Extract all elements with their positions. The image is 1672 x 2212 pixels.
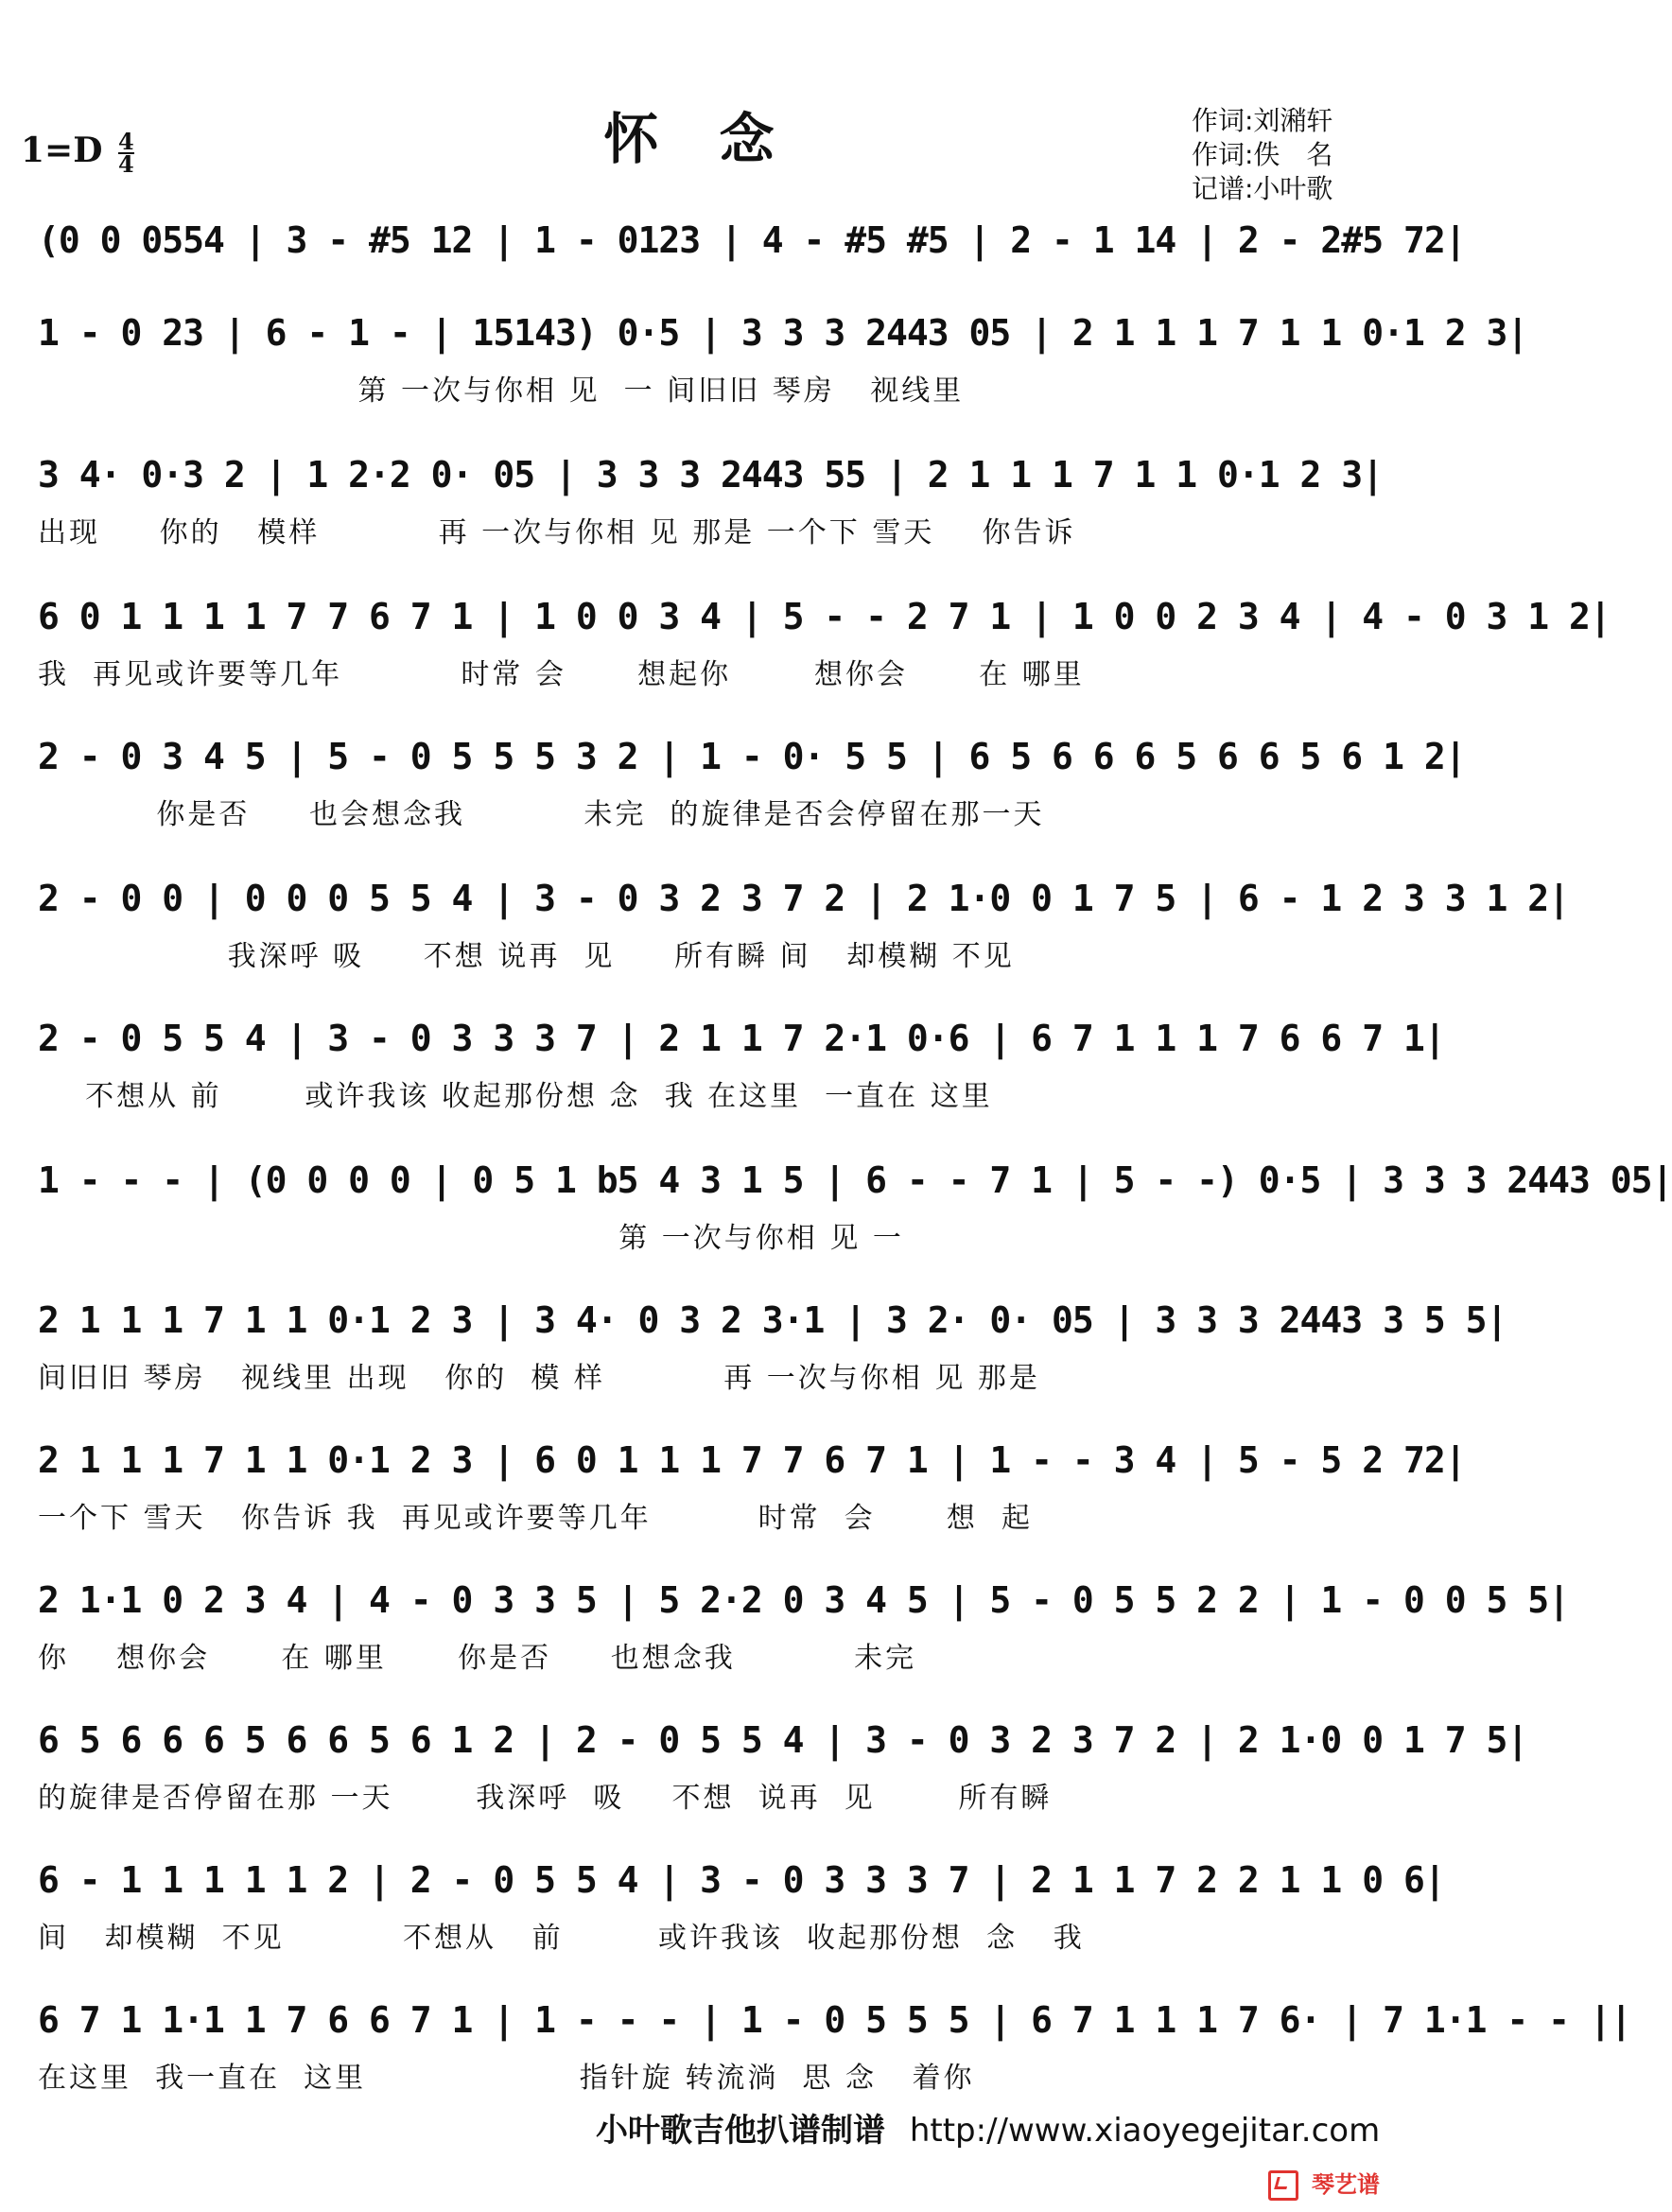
lyric-line: 第 一次与你相 见 一 间旧旧 琴房 视线里 — [38, 374, 965, 408]
notation-line: 3 4· 0·3 2 | 1 2·2 0· 05 | 3 3 3 2443 55 | 2 1 1 1 7 1 1 0·1 2 3| — [38, 454, 1384, 496]
notation-line: 2 1 1 1 7 1 1 0·1 2 3 | 6 0 1 1 1 7 7 6 7 1 | 1 - - 3 4 | 5 - 5 2 72| — [38, 1439, 1466, 1481]
lyric-line: 的旋律是否停留在那 一天 我深呼 吸 不想 说再 见 所有瞬 — [38, 1782, 1053, 1815]
score-row — [38, 312, 1528, 409]
lyric-line: 我深呼 吸 不想 说再 见 所有瞬 间 却模糊 不见 — [38, 940, 1015, 973]
brand-name: 琴艺谱 — [1312, 2171, 1380, 2198]
footer-credit — [596, 2104, 1380, 2151]
score-row — [38, 878, 1569, 974]
notation-line: 2 1·1 0 2 3 4 | 4 - 0 3 3 5 | 5 2·2 0 3 4 5 | 5 - 0 5 5 2 2 | 1 - 0 0 5 5| — [38, 1579, 1569, 1621]
notation-line: 2 - 0 0 | 0 0 0 5 5 4 | 3 - 0 3 2 3 7 2 | 2 1·0 0 1 7 5 | 6 - 1 2 3 3 1 2| — [38, 878, 1569, 919]
notation-line: 1 - 0 23 | 6 - 1 - | 15143) 0·5 | 3 3 3 2443 05 | 2 1 1 1 7 1 1 0·1 2 3| — [38, 312, 1528, 354]
score-row — [38, 1859, 1445, 1956]
time-signature-top: 4 — [117, 128, 134, 155]
brand-mark-icon — [1268, 2170, 1298, 2201]
lyric-line: 你是否 也会想念我 未完 的旋律是否会停留在那一天 — [38, 798, 1045, 831]
lyric-line: 我 再见或许要等几年 时常 会 想起你 想你会 在 哪里 — [38, 658, 1085, 691]
footer-url-link[interactable]: http://www.xiaoyegejitar.com — [909, 2112, 1381, 2150]
lyric-line: 间旧旧 琴房 视线里 出现 你的 模 样 再 一次与你相 见 那是 — [38, 1362, 1040, 1395]
notation-line: 6 5 6 6 6 5 6 6 5 6 1 2 | 2 - 0 5 5 4 | 3 - 0 3 2 3 7 2 | 2 1·0 0 1 7 5| — [38, 1719, 1528, 1761]
lyric-line — [38, 274, 1362, 316]
time-signature-bottom: 4 — [117, 150, 134, 178]
credits — [1192, 104, 1332, 206]
notation-line: 6 0 1 1 1 1 7 7 6 7 1 | 1 0 0 3 4 | 5 - - 2 7 1 | 1 0 0 2 3 4 | 4 - 0 3 1 2| — [38, 596, 1611, 637]
lyric-line: 不想从 前 或许我该 收起那份想 念 我 在这里 一直在 这里 — [38, 1080, 993, 1113]
score-row — [38, 219, 1466, 316]
score-row — [38, 1439, 1466, 1536]
notation-line: (0 0 0554 | 3 - #5 12 | 1 - 0123 | 4 - #5 #5 | 2 - 1 14 | 2 - 2#5 72| — [38, 219, 1466, 261]
score-row — [38, 736, 1466, 832]
notation-line: 2 - 0 3 4 5 | 5 - 0 5 5 5 3 2 | 1 - 0· 5 5 | 6 5 6 6 6 5 6 6 5 6 1 2| — [38, 736, 1466, 777]
brand-logo — [1268, 2166, 1380, 2201]
score-row — [38, 1159, 1672, 1256]
credit-composer: 作词:佚 名 — [1192, 139, 1333, 170]
score-row — [38, 1719, 1528, 1816]
credit-lyricist: 作词:刘潲轩 — [1192, 105, 1333, 136]
score-row — [38, 1579, 1569, 1676]
song-title: 怀 念 — [603, 107, 795, 171]
lyric-line: 第 一次与你相 见 一 — [38, 1222, 904, 1255]
notation-line: 6 7 1 1·1 1 7 6 6 7 1 | 1 - - - | 1 - 0 5 5 5 | 6 7 1 1 1 7 6· | 7 1·1 - - || — [38, 1999, 1631, 2041]
footer-credit-text: 小叶歌吉他扒谱制谱 — [596, 2112, 885, 2150]
score-row — [38, 1999, 1631, 2096]
credit-transcriber: 记谱:小叶歌 — [1192, 173, 1333, 204]
notation-line: 2 - 0 5 5 4 | 3 - 0 3 3 3 7 | 2 1 1 7 2·1 0·6 | 6 7 1 1 1 7 6 6 7 1| — [38, 1018, 1445, 1059]
lyric-line: 一个下 雪天 你告诉 我 再见或许要等几年 时常 会 想 起 — [38, 1502, 1033, 1535]
lyric-line: 你 想你会 在 哪里 你是否 也想念我 未完 — [38, 1642, 917, 1675]
score-row — [38, 596, 1611, 692]
score-row — [38, 454, 1384, 550]
notation-line: 1 - - - | (0 0 0 0 | 0 5 1 b5 4 3 1 5 | 6 - - 7 1 | 5 - -) 0·5 | 3 3 3 2443 05| — [38, 1159, 1672, 1201]
key-label: 1=D — [21, 131, 103, 170]
score-row — [38, 1299, 1507, 1396]
notation-line: 6 - 1 1 1 1 1 2 | 2 - 0 5 5 4 | 3 - 0 3 3 3 7 | 2 1 1 7 2 2 1 1 0 6| — [38, 1859, 1445, 1901]
lyric-line: 间 却模糊 不见 不想从 前 或许我该 收起那份想 念 我 — [38, 1922, 1085, 1955]
lyric-line: 在这里 我一直在 这里 指针旋 转流淌 思 念 着你 — [38, 2062, 975, 2095]
notation-line: 2 1 1 1 7 1 1 0·1 2 3 | 3 4· 0 3 2 3·1 | 3 2· 0· 05 | 3 3 3 2443 3 5 5| — [38, 1299, 1507, 1341]
lyric-line: 出现 你的 模样 再 一次与你相 见 那是 一个下 雪天 你告诉 — [38, 516, 1076, 549]
score-row — [38, 1018, 1445, 1114]
